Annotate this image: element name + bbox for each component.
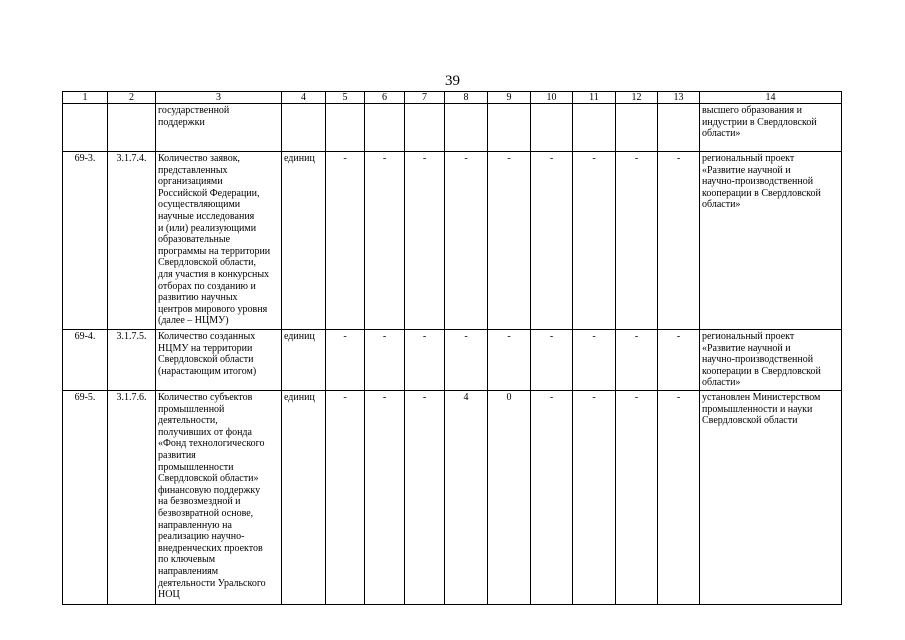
value-cell: - (326, 152, 365, 330)
row-number: 69-3. (63, 152, 108, 330)
indicator-description: Количество заявок, представленных организациями Российской Федерации, осуществляющими научные исследования и (или) реализующими образовательные программы на территории Свердловской области, для участия в конкурсных отборах по созданию и развитию научных центров мирового уровня (далее – НЦМУ) (156, 152, 282, 330)
value-cell (531, 104, 573, 152)
value-cell (616, 104, 658, 152)
row-number (63, 104, 108, 152)
row-number: 69-5. (63, 391, 108, 605)
value-cell: - (405, 152, 445, 330)
row-code: 3.1.7.6. (108, 391, 156, 605)
unit-cell (282, 104, 326, 152)
indicator-description: государственной поддержки (156, 104, 282, 152)
column-number-row (63, 92, 842, 104)
value-cell (573, 104, 616, 152)
unit-cell: единиц (282, 152, 326, 330)
col-header: 10 (531, 92, 573, 104)
value-cell: - (616, 330, 658, 391)
unit-cell: единиц (282, 330, 326, 391)
col-header: 4 (282, 92, 326, 104)
value-cell: - (658, 152, 700, 330)
value-cell: - (405, 391, 445, 605)
value-cell: - (658, 330, 700, 391)
value-cell: - (658, 391, 700, 605)
col-header: 6 (365, 92, 405, 104)
source-note: высшего образования и индустрии в Свердловской области» (700, 104, 842, 152)
indicator-description: Количество созданных НЦМУ на территории Свердловской области (нарастающим итогом) (156, 330, 282, 391)
value-cell: - (445, 330, 488, 391)
col-header: 1 (63, 92, 108, 104)
value-cell: - (326, 391, 365, 605)
value-cell: - (405, 330, 445, 391)
row-code: 3.1.7.4. (108, 152, 156, 330)
col-header: 3 (156, 92, 282, 104)
table-row (63, 104, 842, 152)
value-cell: - (616, 391, 658, 605)
value-cell (405, 104, 445, 152)
table-row (63, 391, 842, 605)
value-cell (658, 104, 700, 152)
col-header: 7 (405, 92, 445, 104)
value-cell: - (531, 330, 573, 391)
value-cell: - (488, 330, 531, 391)
value-cell: - (573, 330, 616, 391)
value-cell: - (365, 330, 405, 391)
col-header: 5 (326, 92, 365, 104)
row-code: 3.1.7.5. (108, 330, 156, 391)
indicators-table (62, 91, 842, 605)
indicator-description: Количество субъектов промышленной деятельности, получивших от фонда «Фонд технологического развития промышленности Свердловской области» финансовую поддержку на безвозмездной и безвозвратной основе, направленную на реализацию научно- внедренческих проектов по ключевым направлениям деятельности Уральского НОЦ (156, 391, 282, 605)
value-cell: - (365, 391, 405, 605)
col-header: 14 (700, 92, 842, 104)
value-cell (326, 104, 365, 152)
source-note: региональный проект «Развитие научной и научно-производственной кооперации в Свердловской области» (700, 330, 842, 391)
value-cell: - (326, 330, 365, 391)
page-number: 39 (445, 73, 460, 89)
col-header: 12 (616, 92, 658, 104)
value-cell (365, 104, 405, 152)
value-cell: - (365, 152, 405, 330)
row-code (108, 104, 156, 152)
unit-cell: единиц (282, 391, 326, 605)
value-cell: 0 (488, 391, 531, 605)
col-header: 13 (658, 92, 700, 104)
source-note: установлен Министерством промышленности и науки Свердловской области (700, 391, 842, 605)
value-cell: - (531, 391, 573, 605)
value-cell: - (531, 152, 573, 330)
col-header: 8 (445, 92, 488, 104)
value-cell: - (488, 152, 531, 330)
col-header: 2 (108, 92, 156, 104)
value-cell (445, 104, 488, 152)
value-cell: 4 (445, 391, 488, 605)
col-header: 11 (573, 92, 616, 104)
value-cell: - (573, 391, 616, 605)
value-cell: - (616, 152, 658, 330)
source-note: региональный проект «Развитие научной и научно-производственной кооперации в Свердловской области» (700, 152, 842, 330)
table-row (63, 152, 842, 330)
value-cell: - (573, 152, 616, 330)
table-row (63, 330, 842, 391)
value-cell: - (445, 152, 488, 330)
col-header: 9 (488, 92, 531, 104)
row-number: 69-4. (63, 330, 108, 391)
value-cell (488, 104, 531, 152)
